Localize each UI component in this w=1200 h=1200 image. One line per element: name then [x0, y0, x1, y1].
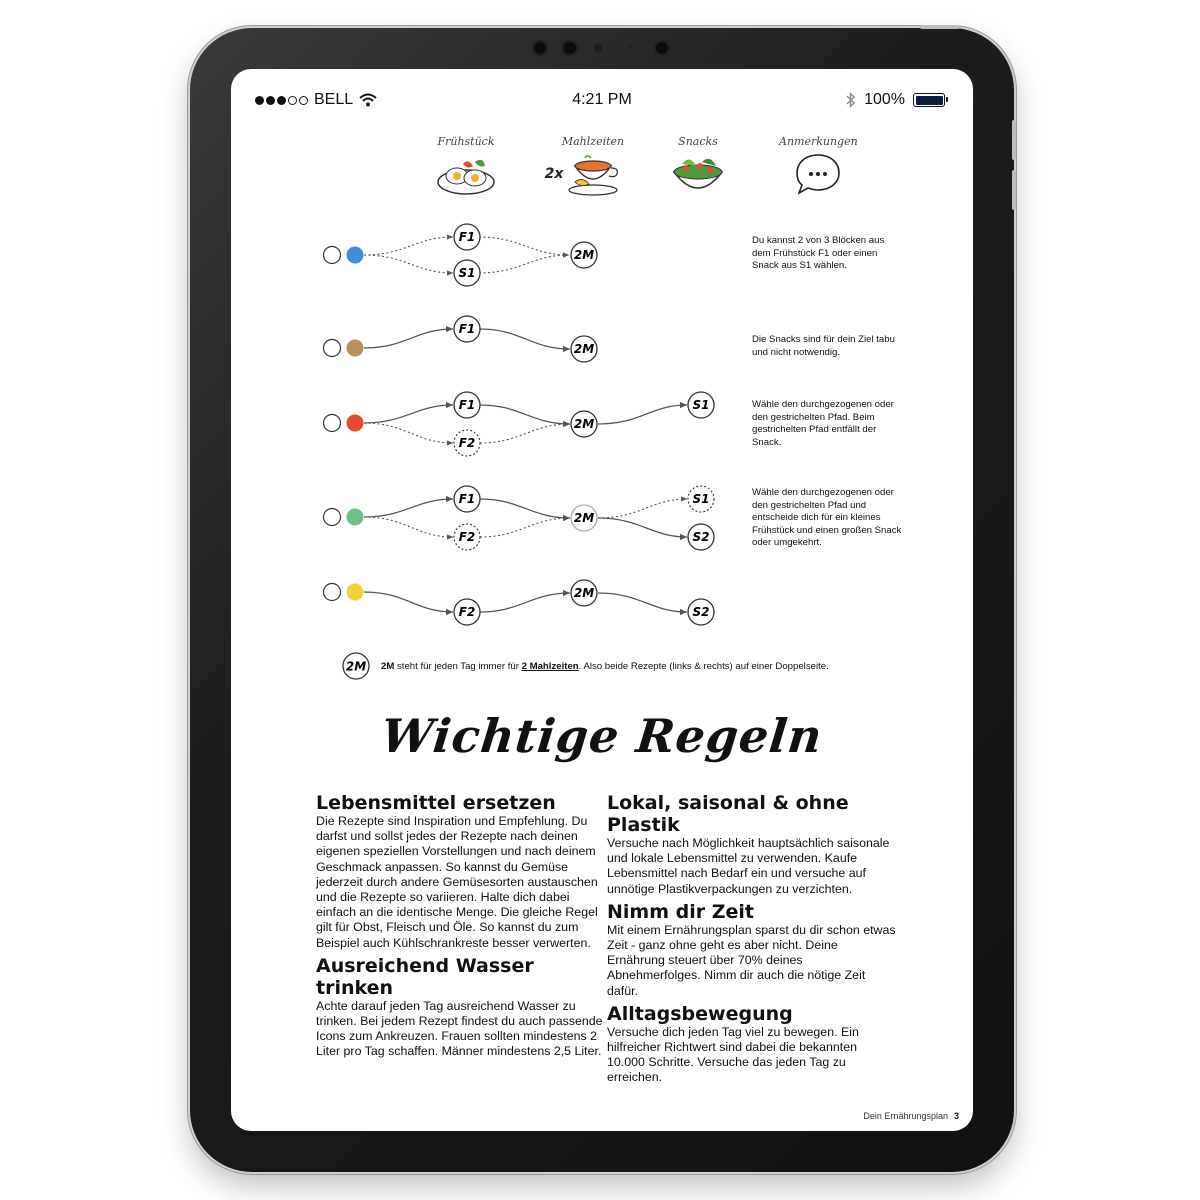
sensor-icon	[628, 46, 632, 50]
checkbox[interactable]	[324, 509, 341, 526]
node-s1	[688, 486, 714, 512]
svg-text:2M: 2M	[573, 511, 595, 525]
color-marker-green	[347, 509, 364, 526]
node-2m	[571, 505, 597, 531]
battery-percent: 100%	[864, 91, 905, 108]
node-f1	[454, 224, 480, 250]
path-row-2	[324, 316, 598, 362]
svg-text:2M: 2M	[573, 248, 595, 262]
node-s1	[688, 392, 714, 418]
path-note-2: Die Snacks sind für dein Ziel tabu und nicht notwendig.	[752, 334, 895, 358]
color-marker-red	[347, 415, 364, 432]
clock: 4:21 PM	[572, 91, 632, 108]
path-row-4	[324, 486, 715, 550]
svg-text:2M: 2M	[573, 586, 595, 600]
rule-section	[607, 1003, 897, 1086]
svg-text:S1: S1	[458, 266, 476, 280]
node-2m	[571, 336, 597, 362]
path-note-4: Wähle den durchgezogenen oder den gestrichelten Pfad und entscheide dich für ein kleines Frühstück und einen großen Snack oder umgekehrt.	[752, 487, 902, 549]
legend-badge	[341, 651, 371, 681]
rule-section	[316, 955, 606, 1060]
node-f2	[454, 524, 480, 550]
rule-heading: Alltagsbewegung	[607, 1002, 793, 1025]
sensor-icon	[562, 40, 578, 56]
rule-text: Versuche dich jeden Tag viel zu bewegen. Ein hilfreicher Richtwert sind dabei die bekannten 10.000 Schritte. Versuche das jeden Tag zu erreichen.	[607, 1024, 859, 1085]
svg-text:F1: F1	[458, 492, 476, 506]
svg-text:F1: F1	[458, 322, 476, 336]
node-2m	[571, 411, 597, 437]
category-label: Snacks	[678, 135, 718, 148]
svg-text:S2: S2	[692, 530, 710, 544]
rule-section	[607, 901, 897, 999]
path-row-5	[324, 580, 715, 625]
page-footer	[863, 1111, 959, 1121]
legend	[341, 651, 829, 681]
node-f2	[454, 599, 480, 625]
sensor-icon	[532, 40, 548, 56]
camera-bar	[532, 38, 682, 58]
screen	[231, 69, 973, 1131]
path-row-3	[324, 392, 715, 456]
volume-button	[1012, 120, 1016, 160]
rule-heading: Nimm dir Zeit	[607, 900, 754, 923]
sensor-icon	[654, 40, 670, 56]
carrier-name: BELL	[314, 91, 354, 108]
volume-button	[1012, 170, 1016, 210]
rule-heading: Lebensmittel ersetzen	[316, 792, 556, 814]
node-f2	[454, 430, 480, 456]
svg-text:F1: F1	[458, 230, 476, 244]
node-2m	[571, 242, 597, 268]
node-s2	[688, 524, 714, 550]
checkbox[interactable]	[324, 340, 341, 357]
svg-text:2M: 2M	[573, 342, 595, 356]
rule-text: Mit einem Ernährungsplan sparst du dir schon etwas Zeit - ganz ohne geht es aber nicht. Deine Ernährung steuert über 70% deines Abnehmerfolges. Nimm dir auch die nötige Zeit dafür.	[607, 922, 896, 998]
checkbox[interactable]	[324, 247, 341, 264]
rule-heading: Lokal, saisonal & ohne Plastik	[607, 792, 849, 836]
svg-text:F2: F2	[458, 530, 476, 544]
color-marker-yellow	[347, 584, 364, 601]
svg-text:F1: F1	[458, 398, 476, 412]
node-f1	[454, 316, 480, 342]
category-label: Anmerkungen	[779, 135, 858, 148]
svg-text:F2: F2	[458, 436, 476, 450]
svg-text:2M: 2M	[573, 417, 595, 431]
camera-lens-icon	[594, 44, 602, 52]
path-row-1	[324, 224, 598, 286]
rules-title: Wichtige Regeln	[378, 709, 826, 763]
node-f1	[454, 486, 480, 512]
rule-section	[607, 792, 897, 897]
legend-text: 2M steht für jeden Tag immer für 2 Mahlzeiten. Also beide Rezepte (links & rechts) auf einer Doppelseite.	[381, 660, 829, 672]
path-note-3: Wähle den durchgezogenen oder den gestrichelten Pfad. Beim gestrichelten Pfad entfällt der Snack.	[752, 399, 894, 448]
node-2m	[571, 580, 597, 606]
footer-label: Dein Ernährungsplan	[863, 1111, 948, 1121]
svg-text:F2: F2	[458, 605, 476, 619]
node-s1	[454, 260, 480, 286]
rules-column-right	[607, 792, 897, 1090]
meals-link[interactable]: 2 Mahlzeiten	[521, 660, 579, 672]
svg-text:S1: S1	[692, 398, 710, 412]
page-number: 3	[953, 1111, 959, 1121]
svg-text:S1: S1	[692, 492, 710, 506]
svg-text:2M: 2M	[345, 659, 367, 674]
rules-column-left	[316, 792, 606, 1064]
rule-text: Versuche nach Möglichkeit hauptsächlich saisonale und lokale Lebensmittel zu verwenden. Kaufe Lebensmittel nach Bedarf ein und versuche auf unnötige Plastikverpackungen zu verzichten.	[607, 836, 890, 896]
color-marker-brown	[347, 340, 364, 357]
meals-multiplier: 2x	[544, 166, 564, 182]
node-f1	[454, 392, 480, 418]
rule-section	[316, 792, 606, 951]
rule-text: Die Rezepte sind Inspiration und Empfehlung. Du darfst und sollst jedes der Rezepte nach deinen eigenen speziellen Vorstellungen und nach deinem Geschmack anpassen. So kannst du Gemüse jederzeit durch andere Gemüsesorten austauschen und die Rezepte so variieren. Halte dich dabei einfach an die identische Menge. Die gleiche Regel gilt für Obst, Fleisch und Öle. So kannst du zum Beispiel auch Kühlschrankreste besser verwerten.	[316, 814, 598, 950]
rule-text: Achte darauf jeden Tag ausreichend Wasser zu trinken. Bei jedem Rezept findest du auch passende Icons zum Ankreuzen. Frauen sollten mindestens 2 Liter pro Tag schaffen. Männer mindestens 2,5 Liter.	[316, 998, 603, 1059]
category-label: Mahlzeiten	[561, 135, 625, 148]
color-marker-blue	[347, 247, 364, 264]
power-button	[920, 25, 960, 29]
checkbox[interactable]	[324, 584, 341, 601]
category-label: Frühstück	[437, 135, 495, 148]
checkbox[interactable]	[324, 415, 341, 432]
path-note-1: Du kannst 2 von 3 Blöcken aus dem Frühstück F1 oder einen Snack aus S1 wählen.	[752, 235, 885, 272]
svg-text:S2: S2	[692, 605, 710, 619]
rule-heading: Ausreichend Wasser trinken	[316, 954, 534, 999]
node-s2	[688, 599, 714, 625]
